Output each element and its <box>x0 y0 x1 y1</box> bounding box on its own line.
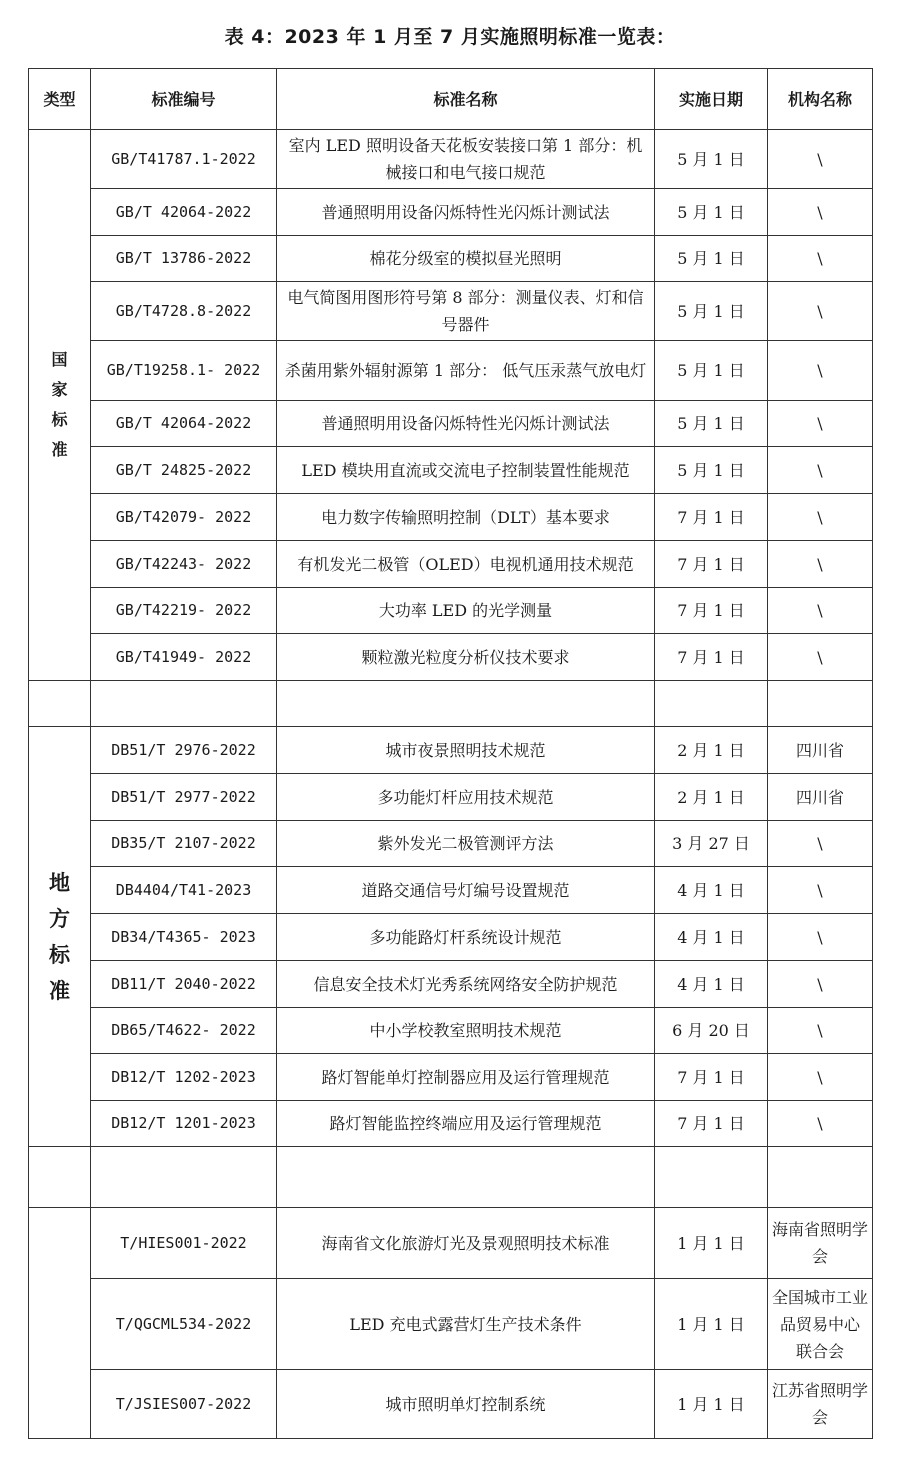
code-cell: GB/T41787.1-2022 <box>91 130 277 189</box>
name-cell: 大功率 LED 的光学测量 <box>277 588 655 634</box>
date-cell: 4 月 1 日 <box>655 961 768 1008</box>
header-org: 机构名称 <box>768 69 873 130</box>
name-cell: 杀菌用紫外辐射源第 1 部分： 低气压汞蒸气放电灯 <box>277 341 655 401</box>
org-cell: \ <box>768 821 873 867</box>
date-cell: 2 月 1 日 <box>655 774 768 821</box>
date-cell: 7 月 1 日 <box>655 494 768 541</box>
date-cell: 4 月 1 日 <box>655 914 768 961</box>
org-cell: \ <box>768 1054 873 1101</box>
table-row <box>29 727 873 774</box>
code-cell: GB/T41949- 2022 <box>91 634 277 681</box>
org-cell: \ <box>768 236 873 282</box>
date-cell: 5 月 1 日 <box>655 189 768 236</box>
date-cell: 7 月 1 日 <box>655 634 768 681</box>
date-cell: 7 月 1 日 <box>655 541 768 588</box>
code-cell: T/QGCML534-2022 <box>91 1279 277 1370</box>
date-cell: 3 月 27 日 <box>655 821 768 867</box>
code-cell: GB/T19258.1- 2022 <box>91 341 277 401</box>
empty-cell <box>768 681 873 727</box>
code-cell: GB/T 42064-2022 <box>91 189 277 236</box>
header-date: 实施日期 <box>655 69 768 130</box>
name-cell: 棉花分级室的模拟昼光照明 <box>277 236 655 282</box>
name-cell: 路灯智能单灯控制器应用及运行管理规范 <box>277 1054 655 1101</box>
table-row <box>29 588 873 634</box>
empty-cell <box>277 1147 655 1208</box>
org-cell: \ <box>768 282 873 341</box>
table-row <box>29 494 873 541</box>
org-cell: \ <box>768 588 873 634</box>
org-cell: 四川省 <box>768 774 873 821</box>
table-row <box>29 914 873 961</box>
empty-cell <box>655 681 768 727</box>
name-cell: LED 充电式露营灯生产技术条件 <box>277 1279 655 1370</box>
code-cell: DB11/T 2040-2022 <box>91 961 277 1008</box>
table-row <box>29 867 873 914</box>
code-cell: GB/T 13786-2022 <box>91 236 277 282</box>
code-cell: T/HIES001-2022 <box>91 1208 277 1279</box>
table-row <box>29 774 873 821</box>
code-cell: GB/T42219- 2022 <box>91 588 277 634</box>
empty-cell <box>91 1147 277 1208</box>
table-body <box>29 130 873 1439</box>
empty-cell <box>29 1147 91 1208</box>
date-cell: 1 月 1 日 <box>655 1370 768 1439</box>
date-cell: 1 月 1 日 <box>655 1279 768 1370</box>
name-cell: 多功能灯杆应用技术规范 <box>277 774 655 821</box>
table-row <box>29 821 873 867</box>
org-cell: \ <box>768 130 873 189</box>
org-cell: \ <box>768 867 873 914</box>
org-cell: 全国城市工业品贸易中心 联合会 <box>768 1279 873 1370</box>
code-cell: GB/T42243- 2022 <box>91 541 277 588</box>
table-row <box>29 1008 873 1054</box>
type-char: 准 <box>49 978 70 1003</box>
code-cell: GB/T 42064-2022 <box>91 401 277 447</box>
code-cell: GB/T42079- 2022 <box>91 494 277 541</box>
type-char: 准 <box>51 440 68 459</box>
date-cell: 7 月 1 日 <box>655 588 768 634</box>
date-cell: 4 月 1 日 <box>655 867 768 914</box>
code-cell: DB65/T4622- 2022 <box>91 1008 277 1054</box>
table-row <box>29 341 873 401</box>
table-row <box>29 1370 873 1439</box>
type-char: 方 <box>49 906 70 931</box>
code-cell: DB51/T 2976-2022 <box>91 727 277 774</box>
org-cell: 江苏省照明学会 <box>768 1370 873 1439</box>
empty-cell <box>91 681 277 727</box>
type-cell <box>29 1208 91 1439</box>
empty-separator-row <box>29 681 873 727</box>
name-cell: 室内 LED 照明设备天花板安装接口第 1 部分：机械接口和电气接口规范 <box>277 130 655 189</box>
code-cell: DB51/T 2977-2022 <box>91 774 277 821</box>
org-cell: \ <box>768 189 873 236</box>
code-cell: DB35/T 2107-2022 <box>91 821 277 867</box>
name-cell: 多功能路灯杆系统设计规范 <box>277 914 655 961</box>
table-row <box>29 634 873 681</box>
type-cell <box>29 130 91 681</box>
table-title: 表 4：2023 年 1 月至 7 月实施照明标准一览表： <box>224 26 676 48</box>
date-cell: 5 月 1 日 <box>655 130 768 189</box>
org-cell: \ <box>768 541 873 588</box>
type-char: 地 <box>49 870 70 895</box>
header-row <box>29 69 873 130</box>
code-cell: DB4404/T41-2023 <box>91 867 277 914</box>
table-row <box>29 236 873 282</box>
date-cell: 5 月 1 日 <box>655 401 768 447</box>
org-cell: \ <box>768 447 873 494</box>
table-row <box>29 1279 873 1370</box>
name-cell: LED 模块用直流或交流电子控制装置性能规范 <box>277 447 655 494</box>
table-row <box>29 401 873 447</box>
name-cell: 路灯智能监控终端应用及运行管理规范 <box>277 1101 655 1147</box>
org-cell: \ <box>768 494 873 541</box>
date-cell: 5 月 1 日 <box>655 236 768 282</box>
table-row <box>29 1101 873 1147</box>
date-cell: 1 月 1 日 <box>655 1208 768 1279</box>
type-char: 标 <box>51 410 68 429</box>
code-cell: DB12/T 1202-2023 <box>91 1054 277 1101</box>
table-row <box>29 189 873 236</box>
empty-cell <box>277 681 655 727</box>
date-cell: 7 月 1 日 <box>655 1054 768 1101</box>
org-cell: 四川省 <box>768 727 873 774</box>
name-cell: 信息安全技术灯光秀系统网络安全防护规范 <box>277 961 655 1008</box>
header-name: 标准名称 <box>277 69 655 130</box>
name-cell: 海南省文化旅游灯光及景观照明技术标准 <box>277 1208 655 1279</box>
org-cell: \ <box>768 634 873 681</box>
standards-table <box>28 68 873 1439</box>
date-cell: 7 月 1 日 <box>655 1101 768 1147</box>
code-cell: DB34/T4365- 2023 <box>91 914 277 961</box>
empty-cell <box>768 1147 873 1208</box>
code-cell: T/JSIES007-2022 <box>91 1370 277 1439</box>
type-char: 家 <box>51 380 68 399</box>
date-cell: 2 月 1 日 <box>655 727 768 774</box>
org-cell: \ <box>768 914 873 961</box>
date-cell: 5 月 1 日 <box>655 282 768 341</box>
table-row <box>29 961 873 1008</box>
table-row <box>29 541 873 588</box>
name-cell: 普通照明用设备闪烁特性光闪烁计测试法 <box>277 189 655 236</box>
org-cell: \ <box>768 1101 873 1147</box>
date-cell: 5 月 1 日 <box>655 341 768 401</box>
name-cell: 城市照明单灯控制系统 <box>277 1370 655 1439</box>
empty-cell <box>655 1147 768 1208</box>
name-cell: 普通照明用设备闪烁特性光闪烁计测试法 <box>277 401 655 447</box>
header-type: 类型 <box>29 69 91 130</box>
empty-separator-row <box>29 1147 873 1208</box>
name-cell: 有机发光二极管（OLED）电视机通用技术规范 <box>277 541 655 588</box>
code-cell: DB12/T 1201-2023 <box>91 1101 277 1147</box>
name-cell: 中小学校教室照明技术规范 <box>277 1008 655 1054</box>
org-cell: \ <box>768 401 873 447</box>
date-cell: 6 月 20 日 <box>655 1008 768 1054</box>
date-cell: 5 月 1 日 <box>655 447 768 494</box>
name-cell: 电气简图用图形符号第 8 部分：测量仪表、灯和信号器件 <box>277 282 655 341</box>
org-cell: \ <box>768 961 873 1008</box>
code-cell: GB/T 24825-2022 <box>91 447 277 494</box>
type-char: 标 <box>49 942 70 967</box>
table-row <box>29 1208 873 1279</box>
name-cell: 道路交通信号灯编号设置规范 <box>277 867 655 914</box>
org-cell: \ <box>768 1008 873 1054</box>
name-cell: 紫外发光二极管测评方法 <box>277 821 655 867</box>
org-cell: 海南省照明学会 <box>768 1208 873 1279</box>
table-row <box>29 130 873 189</box>
header-code: 标准编号 <box>91 69 277 130</box>
org-cell: \ <box>768 341 873 401</box>
type-cell <box>29 727 91 1147</box>
table-row <box>29 447 873 494</box>
name-cell: 颗粒激光粒度分析仪技术要求 <box>277 634 655 681</box>
empty-cell <box>29 681 91 727</box>
table-row <box>29 1054 873 1101</box>
code-cell: GB/T4728.8-2022 <box>91 282 277 341</box>
name-cell: 电力数字传输照明控制（DLT）基本要求 <box>277 494 655 541</box>
table-row <box>29 282 873 341</box>
name-cell: 城市夜景照明技术规范 <box>277 727 655 774</box>
type-char: 国 <box>51 350 68 369</box>
